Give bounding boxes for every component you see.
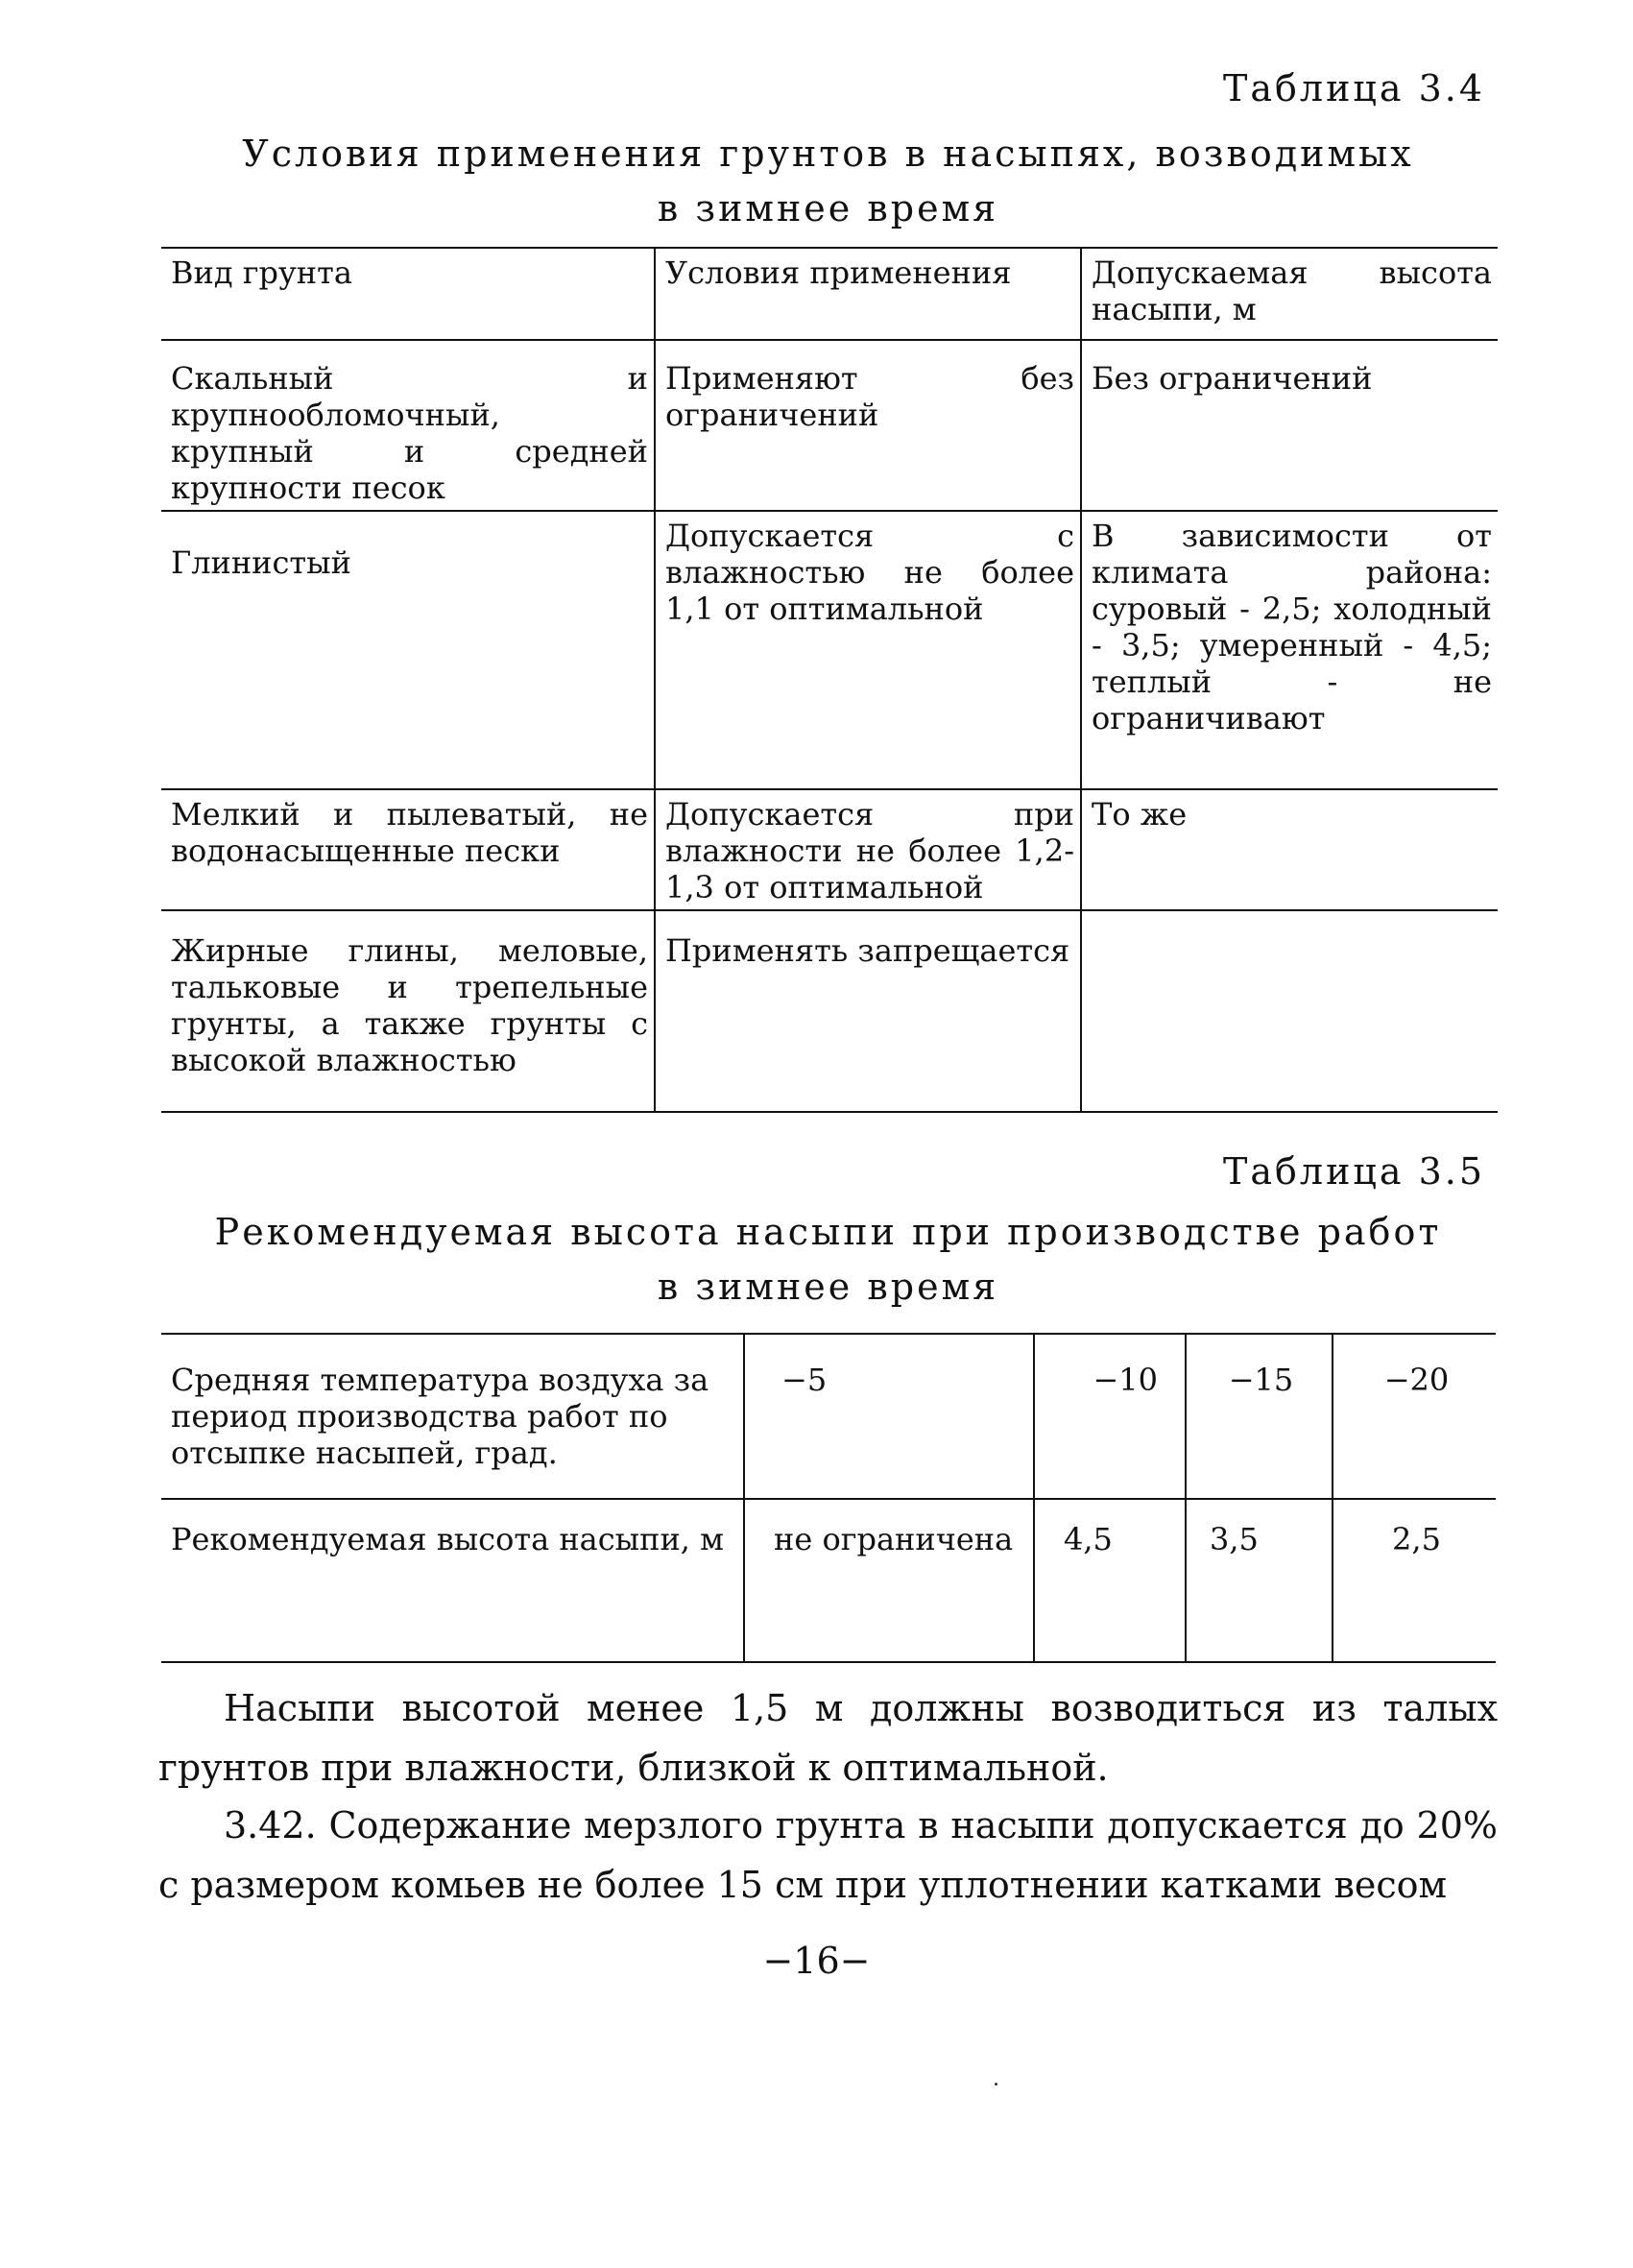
table-3-4 bbox=[161, 247, 1498, 1113]
table-header-row bbox=[161, 248, 1498, 340]
header-cell: Вид грунта bbox=[161, 248, 655, 340]
table-cell: не ограничена bbox=[744, 1499, 1034, 1662]
table-cell: Средняя температура воздуха за период производства работ по отсыпке насыпей, град. bbox=[161, 1334, 744, 1499]
table-cell: Глинистый bbox=[161, 511, 655, 789]
table-cell bbox=[1081, 910, 1498, 1112]
table-cell: Допускается при влажности не более 1,2-1,3 от оптимальной bbox=[655, 789, 1081, 910]
scan-speck bbox=[995, 2083, 997, 2086]
page-number: −16− bbox=[762, 1940, 871, 1982]
table-cell: Допускается с влажностью не более 1,1 от оптимальной bbox=[655, 511, 1081, 789]
table-3-4-title bbox=[158, 127, 1498, 236]
table-3-5-title bbox=[158, 1205, 1498, 1315]
table-cell: Рекомендуемая высота насыпи, м bbox=[161, 1499, 744, 1662]
table-3-4-label: Таблица 3.4 bbox=[1223, 67, 1485, 109]
paragraph bbox=[158, 1678, 1498, 1798]
table-row bbox=[161, 1499, 1496, 1662]
table-cell: 4,5 bbox=[1034, 1499, 1186, 1662]
table-row bbox=[161, 340, 1498, 511]
table-3-5-title-line1: Рекомендуемая высота насыпи при производстве работ bbox=[214, 1211, 1442, 1253]
table-cell: Мелкий и пылеватый, не водонасыщенные пески bbox=[161, 789, 655, 910]
paragraph-text: Насыпи высотой менее 1,5 м должны возводиться из талых грунтов при влажности, близкой к оптимальной. bbox=[158, 1687, 1498, 1789]
table-cell: −10 bbox=[1034, 1334, 1186, 1499]
table-row bbox=[161, 511, 1498, 789]
table-3-5-title-line2: в зимнее время bbox=[657, 1266, 999, 1308]
table-3-5-label: Таблица 3.5 bbox=[1223, 1150, 1485, 1193]
table-3-4-title-line2: в зимнее время bbox=[657, 187, 999, 229]
table-row bbox=[161, 789, 1498, 910]
table-cell: 3,5 bbox=[1186, 1499, 1333, 1662]
paragraph-text: 3.42. Содержание мерзлого грунта в насыпи допускается до 20% с размером комьев не более 15 см при уплотнении катками весом bbox=[158, 1804, 1498, 1906]
header-cell: Допускаемая высота насыпи, м bbox=[1081, 248, 1498, 340]
table-cell: 2,5 bbox=[1333, 1499, 1496, 1662]
table-cell: В зависимости от климата района: суровый - 2,5; холодный - 3,5; умеренный - 4,5; теплый - не ограничивают bbox=[1081, 511, 1498, 789]
table-cell: То же bbox=[1081, 789, 1498, 910]
header-cell: Условия применения bbox=[655, 248, 1081, 340]
table-cell: Жирные глины, меловые, тальковые и трепельные грунты, а также грунты с высокой влажностью bbox=[161, 910, 655, 1112]
table-cell: −20 bbox=[1333, 1334, 1496, 1499]
table-cell: Скальный и крупнообломочный, крупный и средней крупности песок bbox=[161, 340, 655, 511]
table-3-5 bbox=[161, 1333, 1496, 1663]
paragraph bbox=[158, 1796, 1498, 1915]
table-row bbox=[161, 1334, 1496, 1499]
table-cell: −15 bbox=[1186, 1334, 1333, 1499]
table-cell: Применяют без ограничений bbox=[655, 340, 1081, 511]
table-cell: Применять запрещается bbox=[655, 910, 1081, 1112]
table-cell: −5 bbox=[744, 1334, 1034, 1499]
table-row bbox=[161, 910, 1498, 1112]
table-3-4-title-line1: Условия применения грунтов в насыпях, возводимых bbox=[242, 133, 1414, 175]
table-cell: Без ограничений bbox=[1081, 340, 1498, 511]
